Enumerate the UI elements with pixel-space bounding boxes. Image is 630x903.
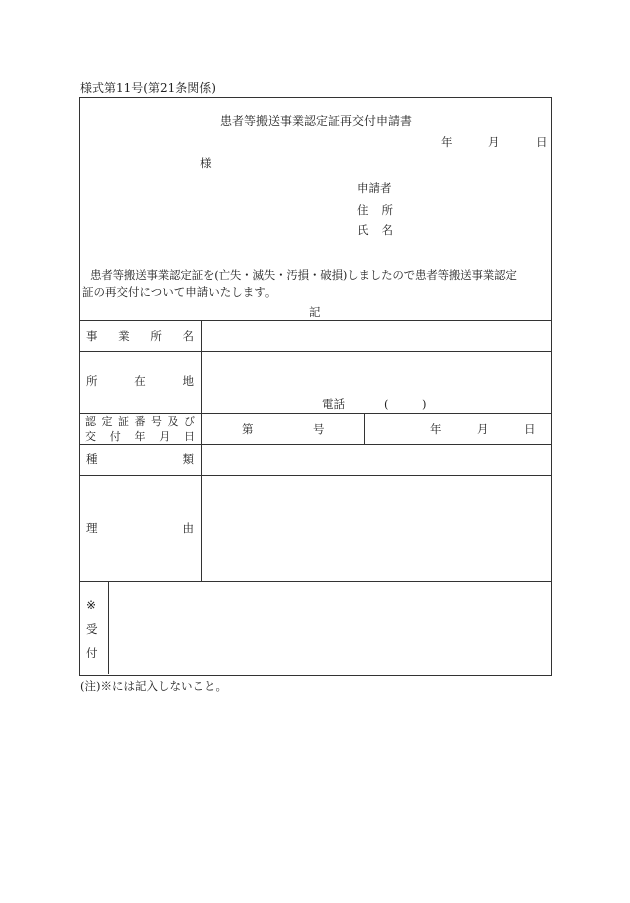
form-title: 患者等搬送事業認定証再交付申請書 — [220, 114, 413, 128]
cert-label-char-6: 及 — [167, 415, 179, 428]
cert-label-2-char-1: 交 — [85, 430, 96, 443]
applicant-name-char-1: 氏 — [357, 223, 369, 237]
label-cert-number-line-2 — [85, 431, 195, 442]
phone-label: 電話 — [322, 397, 345, 411]
row-rule-3 — [80, 444, 551, 445]
applicant-name-char-2: 名 — [381, 223, 393, 237]
form-number: 様式第11号(第21条関係) — [80, 81, 216, 95]
cert-label-char-7: び — [184, 415, 195, 428]
office-name-char-1: 事 — [86, 329, 98, 343]
date-day-label: 日 — [536, 135, 548, 149]
reception-char-1: 受 — [86, 622, 98, 636]
cert-number-suffix: 号 — [313, 422, 325, 436]
ki-heading: 記 — [309, 305, 321, 319]
addressee-suffix: 様 — [200, 156, 212, 170]
cert-number-date-divider — [364, 413, 365, 444]
applicant-label: 申請者 — [357, 181, 392, 195]
table-top-rule — [80, 320, 551, 321]
location-char-1: 所 — [86, 374, 98, 388]
reception-char-2: 付 — [86, 646, 98, 660]
type-char-2: 類 — [182, 452, 194, 466]
cert-number-prefix: 第 — [242, 422, 254, 436]
reason-char-2: 由 — [182, 521, 194, 535]
date-year-label: 年 — [441, 135, 453, 149]
cert-label-char-4: 番 — [134, 415, 146, 428]
office-name-char-2: 業 — [118, 329, 130, 343]
phone-paren-close: ) — [422, 397, 427, 411]
cert-label-2-char-2: 付 — [109, 430, 121, 443]
reception-mark: ※ — [86, 598, 97, 612]
type-char-1: 種 — [86, 452, 98, 466]
label-office-name — [86, 331, 194, 343]
footnote: (注)※には記入しないこと。 — [80, 679, 227, 693]
label-reason — [86, 523, 194, 535]
location-char-3: 地 — [182, 374, 194, 388]
row-rule-5 — [80, 581, 551, 582]
applicant-address-label — [357, 205, 393, 217]
cert-label-2-char-5: 日 — [184, 430, 195, 443]
request-body-line-1: 患者等搬送事業認定証を(亡失・滅失・汚損・破損)しましたので患者等搬送事業認定 — [90, 268, 517, 282]
applicant-address-char-2: 所 — [381, 203, 393, 217]
cert-label-char-2: 定 — [101, 415, 113, 428]
cert-label-char-3: 証 — [118, 415, 129, 428]
date-month-label: 月 — [488, 135, 500, 149]
label-location — [86, 376, 194, 388]
reason-char-1: 理 — [86, 521, 98, 535]
row-rule-2 — [80, 413, 551, 414]
cert-label-2-char-4: 月 — [159, 430, 171, 443]
cert-label-2-char-3: 年 — [134, 430, 146, 443]
cert-label-char-1: 認 — [85, 415, 96, 428]
cert-date-day-label: 日 — [524, 422, 536, 436]
applicant-name-label — [357, 225, 393, 237]
row-rule-4 — [80, 475, 551, 476]
row-rule-1 — [80, 351, 551, 352]
phone-paren-open: ( — [384, 397, 389, 411]
label-cert-number-line-1 — [85, 416, 195, 427]
cert-date-year-label: 年 — [430, 422, 442, 436]
reception-column-rule — [108, 581, 109, 674]
location-char-2: 在 — [134, 374, 146, 388]
cert-date-month-label: 月 — [477, 422, 489, 436]
applicant-address-char-1: 住 — [357, 203, 369, 217]
cert-label-char-5: 号 — [151, 415, 162, 428]
request-body-line-2: 証の再交付について申請いたします。 — [82, 285, 277, 299]
label-type — [86, 454, 194, 466]
label-column-rule — [201, 320, 202, 581]
office-name-char-3: 所 — [150, 329, 162, 343]
office-name-char-4: 名 — [182, 329, 194, 343]
